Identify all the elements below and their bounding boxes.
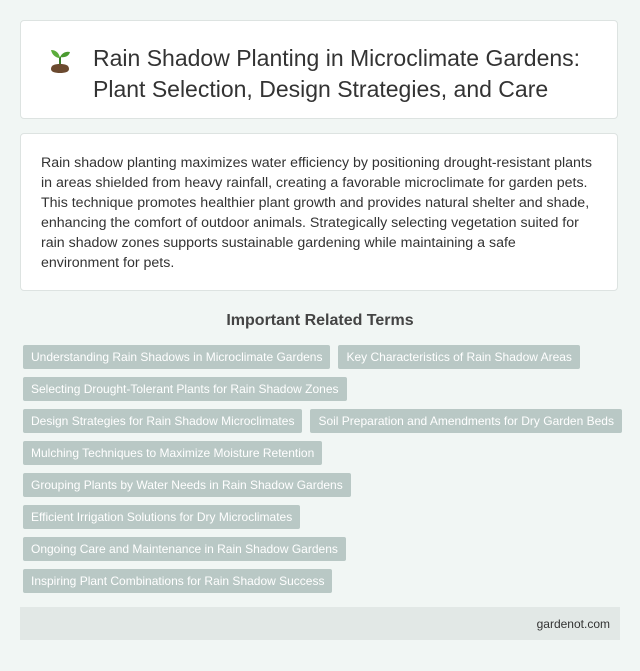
related-term-tag[interactable]: Understanding Rain Shadows in Microclimate Gardens [23,345,330,369]
related-term-tag[interactable]: Ongoing Care and Maintenance in Rain Shadow Gardens [23,537,346,561]
tag-row [23,505,623,529]
related-term-tag[interactable]: Mulching Techniques to Maximize Moisture Retention [23,441,322,465]
page-title: Rain Shadow Planting in Microclimate Gardens: Plant Selection, Design Strategies, and Care [93,45,581,102]
tag-row [23,409,623,433]
footer [20,607,620,640]
related-terms-list [23,345,623,601]
title-wrap [45,43,601,105]
related-term-tag[interactable]: Key Characteristics of Rain Shadow Areas [338,345,579,369]
related-term-tag[interactable]: Efficient Irrigation Solutions for Dry Microclimates [23,505,300,529]
tag-row [23,537,623,561]
tag-row [23,569,623,593]
title-card [20,20,618,119]
tag-row [23,345,623,369]
related-term-tag[interactable]: Grouping Plants by Water Needs in Rain Shadow Gardens [23,473,351,497]
related-terms-heading: Important Related Terms [226,312,414,329]
seedling-icon [45,45,75,75]
tag-row [23,441,623,465]
related-term-tag[interactable]: Soil Preparation and Amendments for Dry Garden Beds [310,409,622,433]
description-card [20,133,618,291]
related-term-tag[interactable]: Design Strategies for Rain Shadow Microclimates [23,409,302,433]
related-term-tag[interactable]: Selecting Drought-Tolerant Plants for Rain Shadow Zones [23,377,347,401]
related-term-tag[interactable]: Inspiring Plant Combinations for Rain Shadow Success [23,569,332,593]
footer-site-link[interactable]: gardenot.com [536,617,610,631]
description-text: Rain shadow planting maximizes water efficiency by positioning drought-resistant plants in areas shielded from heavy rainfall, creating a favorable microclimate for garden pets. This technique promotes healthier plant growth and provides natural shelter and shade, enhancing the comfort of outdoor animals. Strategically selecting vegetation suited for rain shadow zones supports sustainable gardening while maintaining a safe environment for pets. [41,155,592,271]
tag-row [23,473,623,497]
tag-row [23,377,623,401]
